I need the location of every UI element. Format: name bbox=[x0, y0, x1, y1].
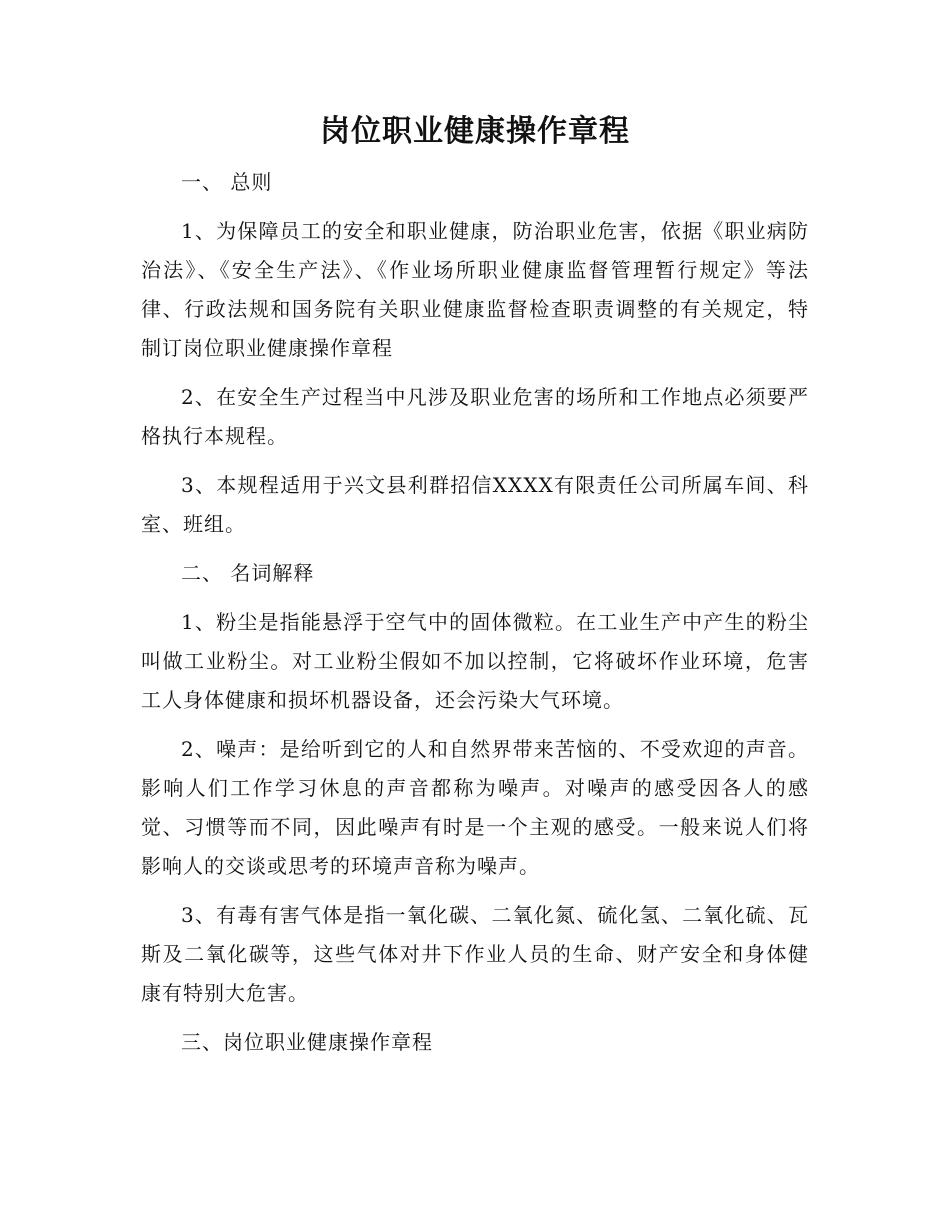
section-heading: 二、 名词解释 bbox=[181, 561, 315, 585]
paragraph: 3、有毒有害气体是指一氧化碳、二氧化氮、硫化氢、二氧化硫、瓦斯及二氧化碳等，这些气体对井下作业人员的生命、财产安全和身体健康有特别大危害。 bbox=[141, 903, 809, 1005]
document-title: 岗位职业健康操作章程 bbox=[320, 114, 630, 149]
paragraph: 1、粉尘是指能悬浮于空气中的固体微粒。在工业生产中产生的粉尘叫做工业粉尘。对工业粉尘假如不加以控制，它将破坏作业环境，危害工人身体健康和损坏机器设备，还会污染大气环境。 bbox=[141, 610, 809, 712]
section-general bbox=[141, 163, 809, 544]
paragraph: 2、噪声：是给听到它的人和自然界带来苦恼的、不受欢迎的声音。影响人们工作学习休息的声音都称为噪声。对噪声的感受因各人的感觉、习惯等而不同，因此噪声有时是一个主观的感受。一般来说人们将影响人的交谈或思考的环境声音称为噪声。 bbox=[141, 737, 809, 878]
paragraph: 2、在安全生产过程当中凡涉及职业危害的场所和工作地点必须要严格执行本规程。 bbox=[141, 385, 809, 448]
section-heading: 三、岗位职业健康操作章程 bbox=[181, 1030, 433, 1054]
section-procedures bbox=[141, 1023, 809, 1062]
paragraph: 1、为保障员工的安全和职业健康，防治职业危害，依据《职业病防治法》、《安全生产法》、《作业场所职业健康监督管理暂行规定》等法律、行政法规和国务院有关职业健康监督检查职责调整的有关规定，特制订岗位职业健康操作章程 bbox=[141, 219, 809, 360]
section-definitions bbox=[141, 554, 809, 1013]
document-body bbox=[141, 163, 809, 1072]
paragraph: 3、本规程适用于兴文县利群招信XXXX有限责任公司所属车间、科室、班组。 bbox=[141, 473, 809, 536]
section-heading: 一、 总则 bbox=[181, 170, 273, 194]
